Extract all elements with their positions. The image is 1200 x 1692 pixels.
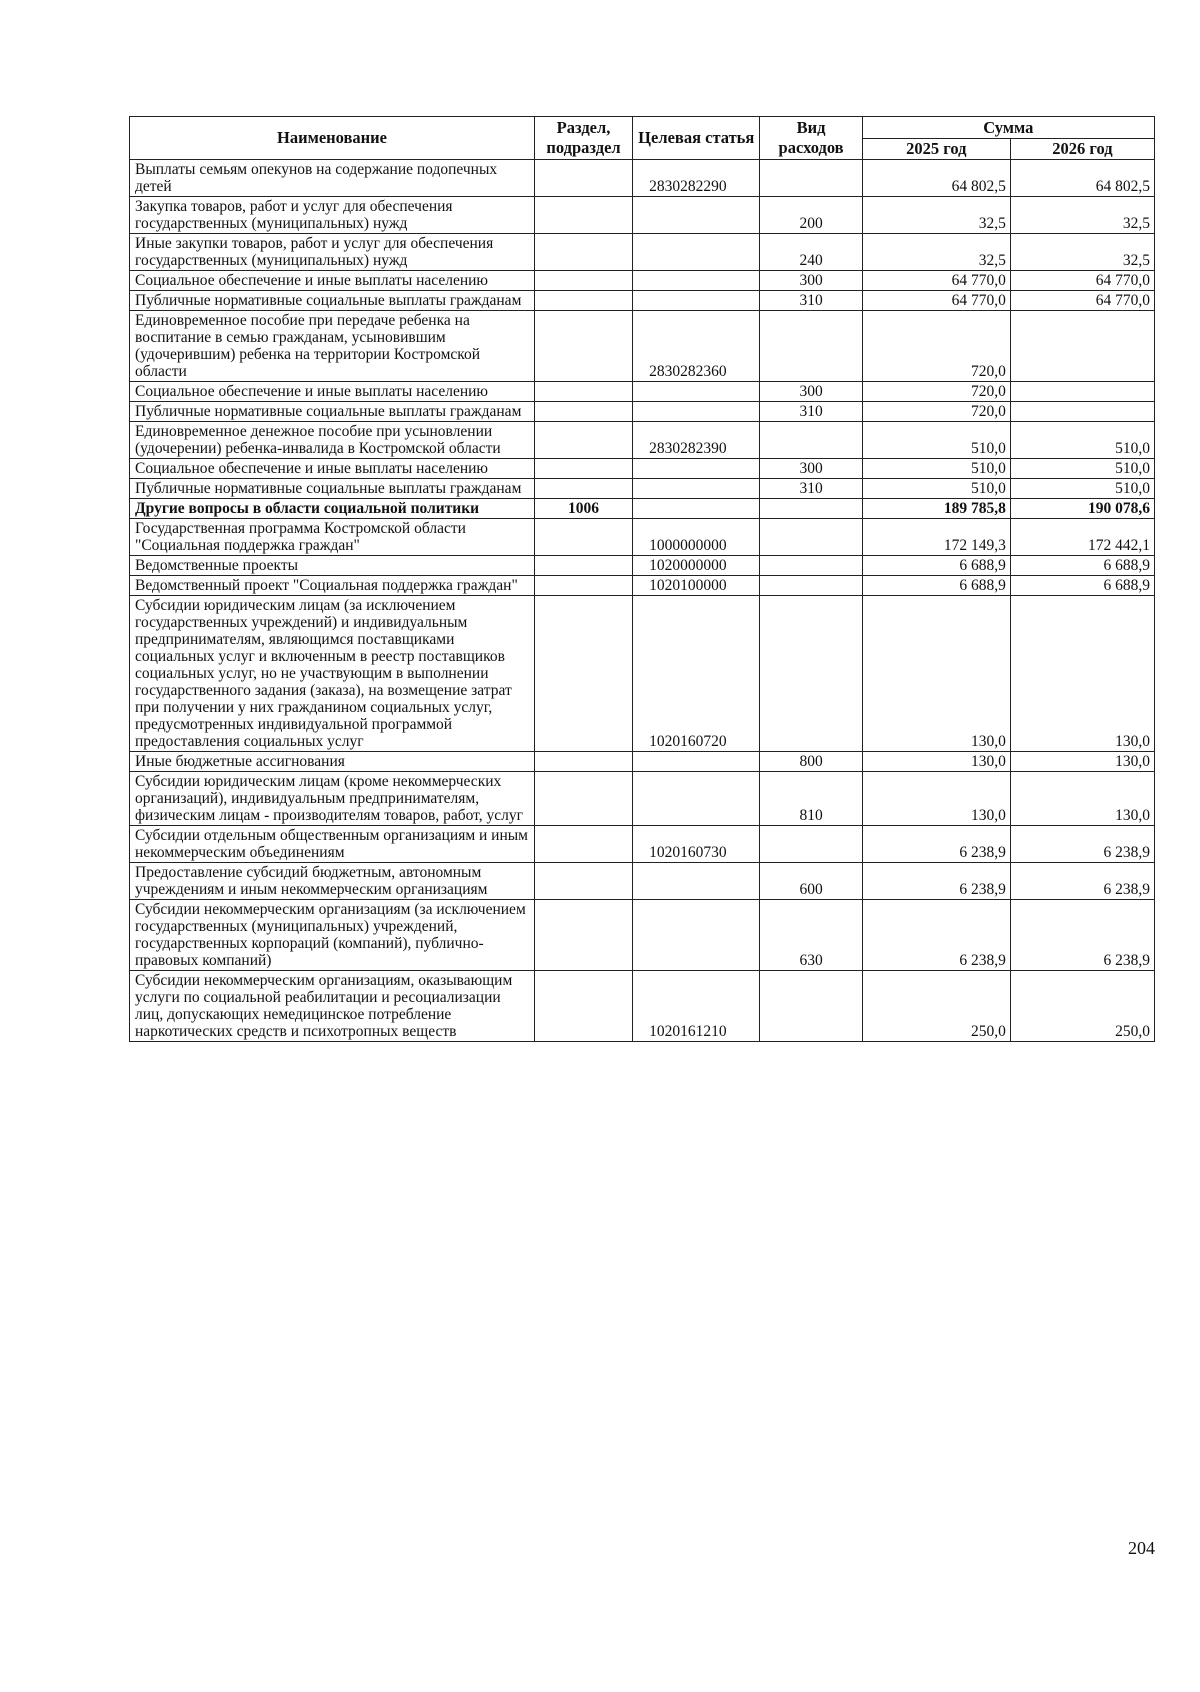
row-amount-2026-cell: 190 078,6 [1010,499,1154,519]
row-amount-2026-cell: 172 442,1 [1010,519,1154,556]
row-name-cell: Единовременное денежное пособие при усыновлении (удочерении) ребенка-инвалида в Костромской области [130,422,535,459]
table-row [130,863,1155,900]
row-name-cell: Публичные нормативные социальные выплаты гражданам [130,291,535,311]
table-row [130,311,1155,382]
row-expense-type-cell [760,826,862,863]
row-expense-type-cell [760,596,862,752]
row-target-code-cell: 2830282290 [633,160,760,197]
table-row [130,499,1155,519]
row-expense-type-cell: 310 [760,479,862,499]
row-expense-type-cell [760,311,862,382]
row-section-cell [534,971,632,1042]
row-amount-2026-cell: 250,0 [1010,971,1154,1042]
row-name-cell: Закупка товаров, работ и услуг для обеспечения государственных (муниципальных) нужд [130,197,535,234]
row-amount-2026-cell: 64 770,0 [1010,291,1154,311]
row-target-code-cell [633,479,760,499]
row-expense-type-cell [760,519,862,556]
row-amount-2026-cell [1010,382,1154,402]
row-name-cell: Ведомственный проект "Социальная поддержка граждан" [130,576,535,596]
row-amount-2025-cell: 64 770,0 [862,271,1010,291]
row-amount-2025-cell: 6 688,9 [862,556,1010,576]
row-section-cell [534,576,632,596]
row-name-cell: Выплаты семьям опекунов на содержание подопечных детей [130,160,535,197]
row-section-cell [534,382,632,402]
row-amount-2025-cell: 6 688,9 [862,576,1010,596]
row-target-code-cell: 1020160720 [633,596,760,752]
row-target-code-cell: 2830282390 [633,422,760,459]
row-amount-2026-cell: 510,0 [1010,422,1154,459]
row-amount-2026-cell: 6 238,9 [1010,826,1154,863]
row-section-cell [534,402,632,422]
row-amount-2026-cell: 510,0 [1010,479,1154,499]
row-section-cell [534,752,632,772]
row-amount-2026-cell: 64 802,5 [1010,160,1154,197]
budget-table [129,116,1155,1042]
row-target-code-cell: 1000000000 [633,519,760,556]
row-name-cell: Публичные нормативные социальные выплаты гражданам [130,479,535,499]
table-body [130,160,1155,1042]
row-section-cell [534,863,632,900]
header-target: Целевая статья [633,117,760,160]
table-row [130,382,1155,402]
row-amount-2026-cell: 64 770,0 [1010,271,1154,291]
row-section-cell [534,772,632,826]
row-section-cell [534,556,632,576]
row-name-cell: Социальное обеспечение и иные выплаты населению [130,459,535,479]
row-amount-2026-cell: 130,0 [1010,596,1154,752]
header-vid: Вид расходов [760,117,862,160]
row-section-cell [534,160,632,197]
row-section-cell: 1006 [534,499,632,519]
row-name-cell: Единовременное пособие при передаче ребенка на воспитание в семью гражданам, усыновившим (удочерившим) ребенка на территории Костромской области [130,311,535,382]
row-target-code-cell [633,752,760,772]
row-amount-2025-cell: 189 785,8 [862,499,1010,519]
row-amount-2025-cell: 720,0 [862,311,1010,382]
row-amount-2025-cell: 6 238,9 [862,826,1010,863]
row-target-code-cell: 2830282360 [633,311,760,382]
header-section: Раздел, подраздел [534,117,632,160]
row-expense-type-cell: 810 [760,772,862,826]
row-expense-type-cell: 200 [760,197,862,234]
table-row [130,459,1155,479]
row-section-cell [534,826,632,863]
row-target-code-cell [633,459,760,479]
row-expense-type-cell [760,499,862,519]
row-target-code-cell [633,234,760,271]
row-section-cell [534,271,632,291]
row-name-cell: Субсидии некоммерческим организациям, оказывающим услуги по социальной реабилитации и ресоциализации лиц, допускающих немедицинское потребление наркотических средств и психотропных веществ [130,971,535,1042]
row-amount-2025-cell: 130,0 [862,596,1010,752]
table-row [130,752,1155,772]
row-amount-2025-cell: 130,0 [862,752,1010,772]
row-expense-type-cell: 310 [760,402,862,422]
row-section-cell [534,479,632,499]
row-amount-2025-cell: 6 238,9 [862,863,1010,900]
table-row [130,596,1155,752]
row-expense-type-cell: 800 [760,752,862,772]
row-section-cell [534,459,632,479]
row-expense-type-cell: 600 [760,863,862,900]
row-section-cell [534,596,632,752]
row-expense-type-cell [760,971,862,1042]
row-amount-2025-cell: 510,0 [862,479,1010,499]
row-name-cell: Субсидии юридическим лицам (за исключением государственных учреждений) и индивидуальным предпринимателям, являющимся поставщиками социальных услуг и включенным в реестр поставщиков социальных услуг, но не участвующим в выполнении государственного задания (заказа), на возмещение затрат при получении у них гражданином социальных услуг, предусмотренных индивидуальной программой предоставления социальных услуг [130,596,535,752]
row-section-cell [534,291,632,311]
row-amount-2025-cell: 64 802,5 [862,160,1010,197]
row-amount-2026-cell: 130,0 [1010,772,1154,826]
row-amount-2025-cell: 130,0 [862,772,1010,826]
row-section-cell [534,519,632,556]
table-row [130,422,1155,459]
table-row [130,160,1155,197]
table-row [130,900,1155,971]
table-row [130,271,1155,291]
row-amount-2026-cell: 510,0 [1010,459,1154,479]
row-section-cell [534,422,632,459]
row-target-code-cell [633,271,760,291]
row-amount-2025-cell: 510,0 [862,422,1010,459]
row-name-cell: Субсидии юридическим лицам (кроме некоммерческих организаций), индивидуальным предпринимателям, физическим лицам - производителям товаров, работ, услуг [130,772,535,826]
row-name-cell: Иные бюджетные ассигнования [130,752,535,772]
row-amount-2026-cell: 6 238,9 [1010,863,1154,900]
row-target-code-cell [633,499,760,519]
row-amount-2026-cell: 32,5 [1010,197,1154,234]
row-expense-type-cell: 310 [760,291,862,311]
row-expense-type-cell: 300 [760,271,862,291]
row-amount-2025-cell: 6 238,9 [862,900,1010,971]
header-year-2025: 2025 год [862,138,1010,160]
row-expense-type-cell: 300 [760,382,862,402]
row-section-cell [534,197,632,234]
row-amount-2025-cell: 720,0 [862,402,1010,422]
row-amount-2026-cell: 130,0 [1010,752,1154,772]
row-expense-type-cell [760,160,862,197]
row-amount-2026-cell [1010,402,1154,422]
table-header [130,117,1155,160]
row-name-cell: Социальное обеспечение и иные выплаты населению [130,382,535,402]
header-year-2026: 2026 год [1010,138,1154,160]
table-row [130,234,1155,271]
row-section-cell [534,900,632,971]
table-row [130,826,1155,863]
row-expense-type-cell: 630 [760,900,862,971]
table-row [130,291,1155,311]
row-target-code-cell: 1020000000 [633,556,760,576]
table-row [130,576,1155,596]
row-target-code-cell: 1020100000 [633,576,760,596]
table-row [130,479,1155,499]
row-amount-2026-cell: 6 238,9 [1010,900,1154,971]
row-name-cell: Иные закупки товаров, работ и услуг для обеспечения государственных (муниципальных) нужд [130,234,535,271]
table-row [130,197,1155,234]
row-section-cell [534,234,632,271]
table-row [130,772,1155,826]
page-number: 204 [1128,1538,1155,1558]
header-sum: Сумма [862,117,1154,139]
row-name-cell: Предоставление субсидий бюджетным, автономным учреждениям и иным некоммерческим организациям [130,863,535,900]
row-amount-2025-cell: 64 770,0 [862,291,1010,311]
table-row [130,556,1155,576]
row-expense-type-cell: 300 [760,459,862,479]
row-amount-2025-cell: 510,0 [862,459,1010,479]
row-amount-2026-cell: 6 688,9 [1010,576,1154,596]
row-name-cell: Публичные нормативные социальные выплаты гражданам [130,402,535,422]
row-name-cell: Субсидии некоммерческим организациям (за исключением государственных (муниципальных) учреждений, государственных корпораций (компаний), публично-правовых компаний) [130,900,535,971]
row-amount-2026-cell [1010,311,1154,382]
row-target-code-cell: 1020161210 [633,971,760,1042]
row-amount-2025-cell: 250,0 [862,971,1010,1042]
row-target-code-cell [633,863,760,900]
row-amount-2025-cell: 720,0 [862,382,1010,402]
row-target-code-cell [633,197,760,234]
table-row [130,402,1155,422]
row-amount-2026-cell: 32,5 [1010,234,1154,271]
row-name-cell: Социальное обеспечение и иные выплаты населению [130,271,535,291]
row-amount-2025-cell: 172 149,3 [862,519,1010,556]
row-amount-2025-cell: 32,5 [862,197,1010,234]
row-amount-2026-cell: 6 688,9 [1010,556,1154,576]
row-name-cell: Государственная программа Костромской области "Социальная поддержка граждан" [130,519,535,556]
row-expense-type-cell [760,556,862,576]
row-name-cell: Другие вопросы в области социальной политики [130,499,535,519]
row-section-cell [534,311,632,382]
row-expense-type-cell: 240 [760,234,862,271]
row-amount-2025-cell: 32,5 [862,234,1010,271]
row-target-code-cell [633,291,760,311]
row-target-code-cell [633,772,760,826]
row-expense-type-cell [760,422,862,459]
header-name: Наименование [130,117,535,160]
row-target-code-cell [633,382,760,402]
row-target-code-cell: 1020160730 [633,826,760,863]
table-row [130,519,1155,556]
row-name-cell: Субсидии отдельным общественным организациям и иным некоммерческим объединениям [130,826,535,863]
row-expense-type-cell [760,576,862,596]
row-target-code-cell [633,402,760,422]
row-target-code-cell [633,900,760,971]
table-row [130,971,1155,1042]
row-name-cell: Ведомственные проекты [130,556,535,576]
